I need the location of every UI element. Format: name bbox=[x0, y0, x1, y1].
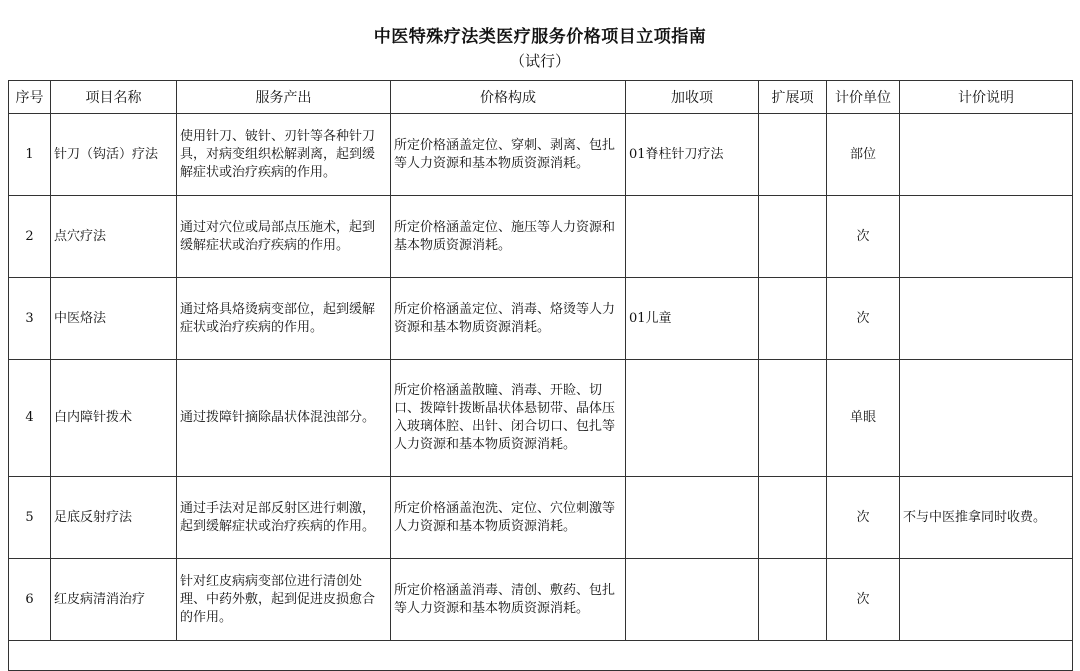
cell-note bbox=[900, 114, 1073, 196]
cell-note bbox=[900, 360, 1073, 477]
cell-price: 所定价格涵盖泡洗、定位、穴位刺激等人力资源和基本物质资源消耗。 bbox=[391, 477, 626, 559]
table-row bbox=[9, 278, 1073, 360]
cell-output: 使用针刀、铍针、刃针等各种针刀具，对病变组织松解剥离，起到缓解症状或治疗疾病的作用。 bbox=[177, 114, 391, 196]
cell-unit: 次 bbox=[827, 196, 900, 278]
cell-name: 红皮病清消治疗 bbox=[51, 559, 177, 641]
cell-name: 足底反射疗法 bbox=[51, 477, 177, 559]
cell-unit: 单眼 bbox=[827, 360, 900, 477]
cell-note bbox=[900, 196, 1073, 278]
cell-output: 通过对穴位或局部点压施术，起到缓解症状或治疗疾病的作用。 bbox=[177, 196, 391, 278]
header-cell-name: 项目名称 bbox=[51, 81, 177, 114]
cell-no: 4 bbox=[9, 360, 51, 477]
header-cell-extension: 扩展项 bbox=[759, 81, 827, 114]
cell-unit: 次 bbox=[827, 559, 900, 641]
cell-no: 5 bbox=[9, 477, 51, 559]
header-cell-note: 计价说明 bbox=[900, 81, 1073, 114]
cell-surcharge bbox=[626, 477, 759, 559]
document-subtitle: （试行） bbox=[509, 52, 570, 70]
table-row bbox=[9, 196, 1073, 278]
cell-name: 中医烙法 bbox=[51, 278, 177, 360]
header-cell-unit: 计价单位 bbox=[827, 81, 900, 114]
cell-name: 针刀（钩活）疗法 bbox=[51, 114, 177, 196]
cell-extension bbox=[759, 559, 827, 641]
cell-surcharge bbox=[626, 196, 759, 278]
table-row bbox=[9, 360, 1073, 477]
table-row bbox=[9, 559, 1073, 641]
cell-no: 1 bbox=[9, 114, 51, 196]
cell-price: 所定价格涵盖定位、消毒、烙烫等人力资源和基本物质资源消耗。 bbox=[391, 278, 626, 360]
cell-extension bbox=[759, 360, 827, 477]
cell-name: 点穴疗法 bbox=[51, 196, 177, 278]
pricing-guide-table bbox=[8, 80, 1073, 671]
table-row bbox=[9, 477, 1073, 559]
cell-no: 6 bbox=[9, 559, 51, 641]
header-cell-surcharge: 加收项 bbox=[626, 81, 759, 114]
cell-price: 所定价格涵盖消毒、清创、敷药、包扎等人力资源和基本物质资源消耗。 bbox=[391, 559, 626, 641]
table-row-partial bbox=[9, 641, 1073, 671]
cell-surcharge: 01儿童 bbox=[626, 278, 759, 360]
cell-unit: 次 bbox=[827, 278, 900, 360]
cell-output: 针对红皮病病变部位进行清创处理、中药外敷，起到促进皮损愈合的作用。 bbox=[177, 559, 391, 641]
cell-surcharge: 01脊柱针刀疗法 bbox=[626, 114, 759, 196]
header-cell-no: 序号 bbox=[9, 81, 51, 114]
cell-no: 2 bbox=[9, 196, 51, 278]
document-title: 中医特殊疗法类医疗服务价格项目立项指南 bbox=[373, 27, 707, 47]
cell-output: 通过手法对足部反射区进行刺激，起到缓解症状或治疗疾病的作用。 bbox=[177, 477, 391, 559]
cell-no: 3 bbox=[9, 278, 51, 360]
cell-price: 所定价格涵盖散瞳、消毒、开睑、切口、拨障针拨断晶状体悬韧带、晶体压入玻璃体腔、出针、闭合切口、包扎等人力资源和基本物质资源消耗。 bbox=[391, 360, 626, 477]
cell-extension bbox=[759, 278, 827, 360]
table-row bbox=[9, 114, 1073, 196]
header-cell-price: 价格构成 bbox=[391, 81, 626, 114]
cell-surcharge bbox=[626, 559, 759, 641]
cell-surcharge bbox=[626, 360, 759, 477]
cell-price: 所定价格涵盖定位、穿刺、剥离、包扎等人力资源和基本物质资源消耗。 bbox=[391, 114, 626, 196]
header-cell-output: 服务产出 bbox=[177, 81, 391, 114]
cell-output: 通过拨障针摘除晶状体混浊部分。 bbox=[177, 360, 391, 477]
cell-output: 通过烙具烙烫病变部位，起到缓解症状或治疗疾病的作用。 bbox=[177, 278, 391, 360]
cell-note bbox=[900, 559, 1073, 641]
cell-price: 所定价格涵盖定位、施压等人力资源和基本物质资源消耗。 bbox=[391, 196, 626, 278]
cell-note bbox=[900, 278, 1073, 360]
cell-name: 白内障针拨术 bbox=[51, 360, 177, 477]
cell-unit: 次 bbox=[827, 477, 900, 559]
cell-partial-row bbox=[9, 641, 1073, 671]
cell-extension bbox=[759, 114, 827, 196]
table-header-row bbox=[9, 81, 1073, 114]
cell-extension bbox=[759, 477, 827, 559]
cell-note: 不与中医推拿同时收费。 bbox=[900, 477, 1073, 559]
cell-extension bbox=[759, 196, 827, 278]
cell-unit: 部位 bbox=[827, 114, 900, 196]
